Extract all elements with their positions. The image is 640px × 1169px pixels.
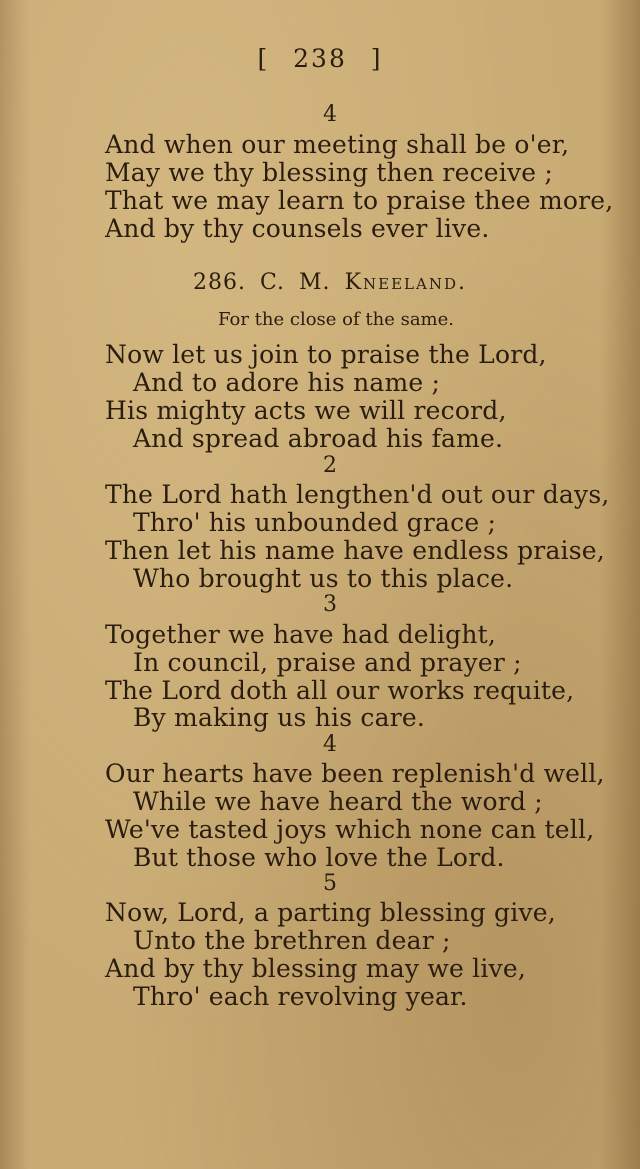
verse-line: In council, praise and prayer ; bbox=[133, 648, 522, 677]
verse-line: And when our meeting shall be o'er, bbox=[105, 130, 570, 159]
verse-line: Together we have had delight, bbox=[105, 620, 497, 649]
hymn-number: 286. bbox=[193, 270, 246, 295]
verse-number: 3 bbox=[323, 592, 337, 617]
verse-line: Thro' each revolving year. bbox=[133, 982, 468, 1011]
verse-line: Our hearts have been replenish'd well, bbox=[105, 759, 605, 788]
verse-line: While we have heard the word ; bbox=[133, 787, 543, 816]
verse-line: And to adore his name ; bbox=[133, 368, 441, 397]
hymn-title bbox=[0, 270, 640, 295]
verse-line: That we may learn to praise thee more, bbox=[105, 186, 614, 215]
verse-number: 4 bbox=[323, 732, 337, 757]
hymn-meter: C. M. bbox=[260, 270, 331, 295]
verse-line: The Lord doth all our works requite, bbox=[105, 676, 575, 705]
verse-line: Unto the brethren dear ; bbox=[133, 926, 451, 955]
verse-line: We've tasted joys which none can tell, bbox=[105, 815, 595, 844]
verse-line: Now, Lord, a parting blessing give, bbox=[105, 898, 556, 927]
verse-line: Now let us join to praise the Lord, bbox=[105, 340, 547, 369]
verse-line: May we thy blessing then receive ; bbox=[105, 158, 554, 187]
verse-line: The Lord hath lengthen'd out our days, bbox=[105, 480, 610, 509]
verse-line: By making us his care. bbox=[133, 703, 425, 732]
page-header: [ 238 ] bbox=[257, 44, 383, 73]
verse-line: Who brought us to this place. bbox=[133, 564, 514, 593]
verse-line: Thro' his unbounded grace ; bbox=[133, 508, 497, 537]
verse-line: His mighty acts we will record, bbox=[105, 396, 507, 425]
hymn-tune: Kneeland. bbox=[344, 270, 467, 295]
verse-line: And by thy counsels ever live. bbox=[105, 214, 490, 243]
verse-line: Then let his name have endless praise, bbox=[105, 536, 605, 565]
verse-line: But those who love the Lord. bbox=[133, 843, 505, 872]
verse-line: And by thy blessing may we live, bbox=[105, 954, 526, 983]
verse-number: 4 bbox=[323, 102, 337, 127]
verse-number: 5 bbox=[323, 871, 337, 896]
hymn-subtitle: For the close of the same. bbox=[218, 309, 454, 330]
verse-line: And spread abroad his fame. bbox=[133, 424, 504, 453]
verse-number: 2 bbox=[323, 453, 337, 478]
